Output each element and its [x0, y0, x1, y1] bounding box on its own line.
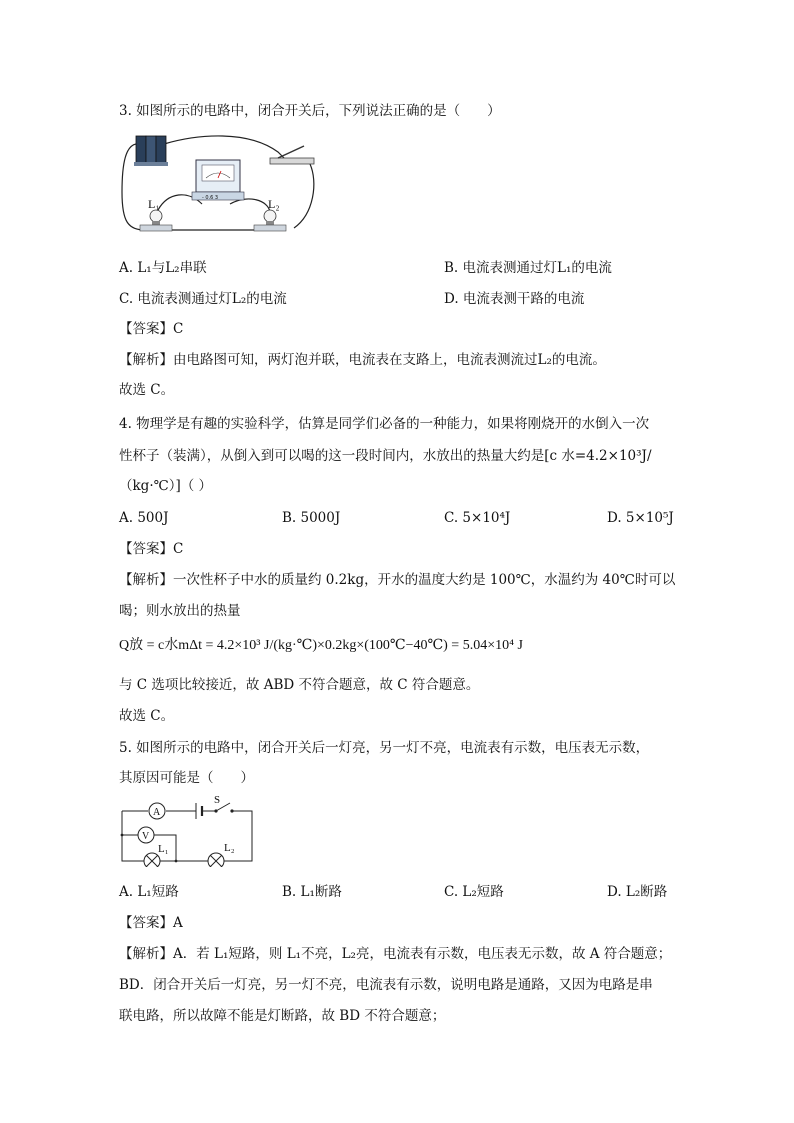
q5-analysis-line3: 联电路，所以故障不能是灯断路，故 BD 不符合题意； — [119, 1008, 446, 1024]
q4-option-c: C. 5×10⁴J — [444, 510, 511, 526]
lamp-l2-icon — [254, 210, 286, 231]
lamp-l1-icon — [144, 853, 160, 867]
q3-analysis: 【解析】由电路图可知，两灯泡并联，电流表在支路上，电流表测流过L₂的电流。 — [119, 352, 606, 368]
q4-answer: 【答案】C — [119, 541, 184, 557]
q5-label-l1: L₁ — [158, 843, 169, 855]
q4-option-d: D. 5×10⁵J — [607, 510, 674, 526]
q4-stem-line2: 性杯子（装满），从倒入到可以喝的这一段时间内，水放出的热量大约是[c 水=4.2×10³J/ — [119, 448, 652, 464]
q5-analysis-line2: BD．闭合开关后一灯亮，另一灯不亮，电流表有示数，说明电路是通路，又因为电路是串 — [119, 977, 653, 993]
switch-icon — [214, 795, 234, 813]
q5-stem-line2: 其原因可能是（ ） — [119, 770, 254, 786]
q3-option-a: A. L₁与L₂串联 — [119, 260, 207, 276]
q5-option-c: C. L₂短路 — [444, 884, 504, 900]
q3-label-l2: L₂ — [268, 197, 280, 211]
svg-text:S: S — [214, 795, 221, 806]
q5-analysis-line1: 【解析】A．若 L₁短路，则 L₁不亮，L₂亮，电流表有示数，电压表无示数，故 A 符合题意； — [119, 946, 672, 962]
q4-analysis-line1: 【解析】一次性杯子中水的质量约 0.2kg，开水的温度大约是 100℃，水温约为 40℃时可以 — [119, 572, 676, 588]
q4-option-a: A. 500J — [119, 510, 169, 526]
q3-option-c: C. 电流表测通过灯L₂的电流 — [119, 291, 287, 307]
svg-text:V: V — [142, 831, 150, 842]
q4-stem-line1: 4. 物理学是有趣的实验科学，估算是同学们必备的一种能力，如果将刚烧开的水倒入一次 — [119, 416, 650, 432]
q4-conclusion: 故选 C。 — [119, 708, 175, 724]
switch-icon — [270, 146, 314, 164]
q4-analysis-line2: 喝；则水放出的热量 — [119, 603, 241, 619]
svg-text:A: A — [153, 807, 161, 818]
q5-answer: 【答案】A — [119, 915, 183, 931]
q4-analysis-line3: 与 C 选项比较接近，故 ABD 不符合题意，故 C 符合题意。 — [119, 677, 480, 693]
ammeter-icon — [149, 803, 165, 819]
q5-circuit-figure — [118, 795, 258, 867]
voltmeter-icon — [138, 827, 154, 843]
q5-stem-line1: 5. 如图所示的电路中，闭合开关后一灯亮，另一灯不亮，电流表有示数，电压表无示数， — [119, 740, 650, 756]
q3-label-l1: L₁ — [148, 197, 160, 211]
battery-icon — [134, 136, 168, 166]
q3-answer: 【答案】C — [119, 321, 184, 337]
lamp-l2-icon — [208, 853, 224, 867]
q5-label-l2: L₂ — [224, 842, 235, 854]
q4-option-b: B. 5000J — [282, 510, 341, 526]
q4-formula: Q放 = c水mΔt = 4.2×10³ J/(kg·℃)×0.2kg×(100℃−40℃) = 5.04×10⁴ J — [119, 638, 523, 653]
q3-circuit-figure — [118, 132, 318, 240]
q3-option-b: B. 电流表测通过灯L₁的电流 — [444, 260, 612, 276]
q4-stem-line3: （kg·℃）]（ ） — [119, 478, 213, 494]
q3-stem: 3. 如图所示的电路中，闭合开关后，下列说法正确的是（ ） — [119, 103, 501, 119]
q3-conclusion: 故选 C。 — [119, 382, 175, 398]
ammeter-scale-text: - 0.6 3 — [202, 195, 219, 201]
q5-option-b: B. L₁断路 — [282, 884, 342, 900]
q3-option-d: D. 电流表测干路的电流 — [444, 291, 585, 307]
battery-icon — [196, 803, 202, 819]
lamp-l1-icon — [140, 210, 172, 231]
q5-option-d: D. L₂断路 — [607, 884, 668, 900]
ammeter-icon — [192, 160, 244, 201]
q5-option-a: A. L₁短路 — [119, 884, 179, 900]
